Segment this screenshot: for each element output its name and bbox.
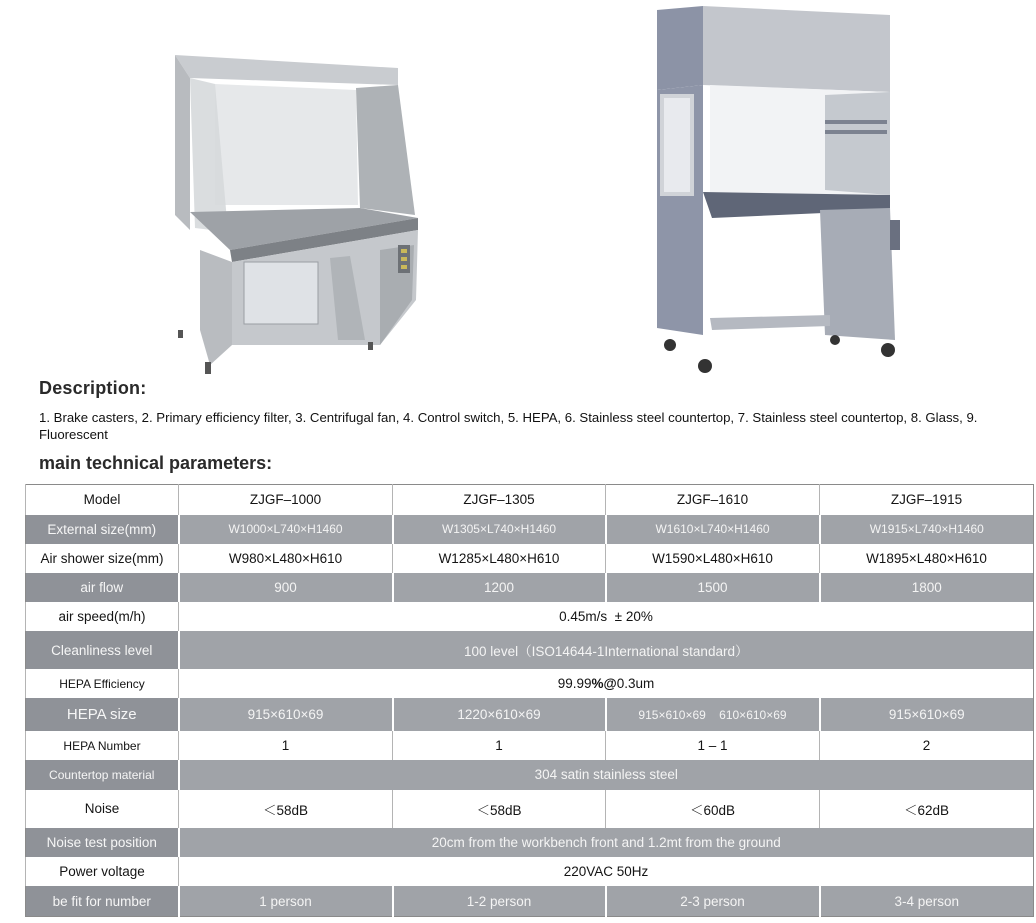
value-cell: 1 person — [179, 886, 393, 916]
row-label: Noise — [26, 790, 179, 829]
table-row-power-voltage — [26, 857, 1034, 886]
value-cell: W1285×L480×H610 — [393, 544, 606, 573]
table-row-cleanliness — [26, 631, 1034, 670]
value-cell: 2 — [820, 731, 1034, 760]
table-row-air-shower-size — [26, 544, 1034, 573]
description-heading: Description: — [39, 378, 147, 398]
row-label: be fit for number — [26, 886, 179, 916]
row-label: HEPA Efficiency — [26, 669, 179, 698]
row-label: air flow — [26, 573, 179, 602]
row-label: Model — [26, 485, 179, 515]
model-cell: ZJGF–1915 — [820, 485, 1034, 515]
value-cell: 1220×610×69 — [393, 698, 606, 731]
product-images — [0, 0, 1036, 378]
value-cell: 915×610×69 610×610×69 — [606, 698, 820, 731]
vertical-clean-bench-image — [657, 6, 900, 373]
row-label: External size(mm) — [26, 515, 179, 544]
description-text: 1. Brake casters, 2. Primary efficiency filter, 3. Centrifugal fan, 4. Control switch, 5. HEPA, 6. Stainless steel countertop, 7. Stainless steel countertop, 8. Glass, 9. Fluorescent — [39, 410, 978, 442]
table-row-fit-number — [26, 886, 1034, 916]
table-row-external-size — [26, 515, 1034, 544]
row-label: HEPA Number — [26, 731, 179, 760]
table-row-countertop — [26, 760, 1034, 789]
value-cell: ＜62dB — [820, 790, 1034, 829]
value-cell: W980×L480×H610 — [179, 544, 393, 573]
value-cell: 0.45m/s ± 20% — [179, 602, 1034, 631]
table-row-hepa-number — [26, 731, 1034, 760]
model-cell: ZJGF–1305 — [393, 485, 606, 515]
value-cell: 304 satin stainless steel — [179, 760, 1034, 789]
value-cell: 1-2 person — [393, 886, 606, 916]
table-row-noise — [26, 790, 1034, 829]
table-row-air-flow — [26, 573, 1034, 602]
model-cell: ZJGF–1000 — [179, 485, 393, 515]
value-cell: W1305×L740×H1460 — [393, 515, 606, 544]
row-label: Cleanliness level — [26, 631, 179, 670]
table-row-air-speed — [26, 602, 1034, 631]
value-cell: 900 — [179, 573, 393, 602]
efficiency-value: 99.99 — [557, 676, 592, 692]
value-cell: W1895×L480×H610 — [820, 544, 1034, 573]
row-label: Noise test position — [26, 828, 179, 857]
parameters-table — [25, 484, 1034, 917]
table-row-hepa-efficiency — [26, 669, 1034, 698]
horizontal-clean-bench-image — [175, 55, 418, 374]
value-cell: ＜60dB — [606, 790, 820, 829]
value-cell: 1 — [179, 731, 393, 760]
row-label: air speed(m/h) — [26, 602, 179, 631]
row-label: Air shower size(mm) — [26, 544, 179, 573]
value-cell: 1 — [393, 731, 606, 760]
value-cell — [179, 669, 1034, 698]
efficiency-symbol: %@ — [591, 676, 617, 692]
value-cell: ＜58dB — [393, 790, 606, 829]
parameters-heading: main technical parameters: — [39, 453, 273, 473]
value-cell: 2-3 person — [606, 886, 820, 916]
value-cell: ＜58dB — [179, 790, 393, 829]
value-cell: W1610×L740×H1460 — [606, 515, 820, 544]
value-cell: 1800 — [820, 573, 1034, 602]
efficiency-particle: 0.3um — [616, 676, 655, 692]
value-cell: 915×610×69 — [820, 698, 1034, 731]
value-cell: 915×610×69 — [179, 698, 393, 731]
row-label: HEPA size — [26, 698, 179, 731]
value-cell: 20cm from the workbench front and 1.2mt from the ground — [179, 828, 1034, 857]
value-cell: W1000×L740×H1460 — [179, 515, 393, 544]
value-cell: 220VAC 50Hz — [179, 857, 1034, 886]
value-cell: 3-4 person — [820, 886, 1034, 916]
value-cell: W1590×L480×H610 — [606, 544, 820, 573]
row-label: Countertop material — [26, 760, 179, 789]
row-label: Power voltage — [26, 857, 179, 886]
value-cell: 100 level（ISO14644-1International standard） — [179, 631, 1034, 670]
table-row-hepa-size — [26, 698, 1034, 731]
value-cell: 1500 — [606, 573, 820, 602]
table-row-noise-position — [26, 828, 1034, 857]
value-cell: 1 – 1 — [606, 731, 820, 760]
value-cell: W1915×L740×H1460 — [820, 515, 1034, 544]
value-cell: 1200 — [393, 573, 606, 602]
model-cell: ZJGF–1610 — [606, 485, 820, 515]
table-row-model — [26, 485, 1034, 515]
